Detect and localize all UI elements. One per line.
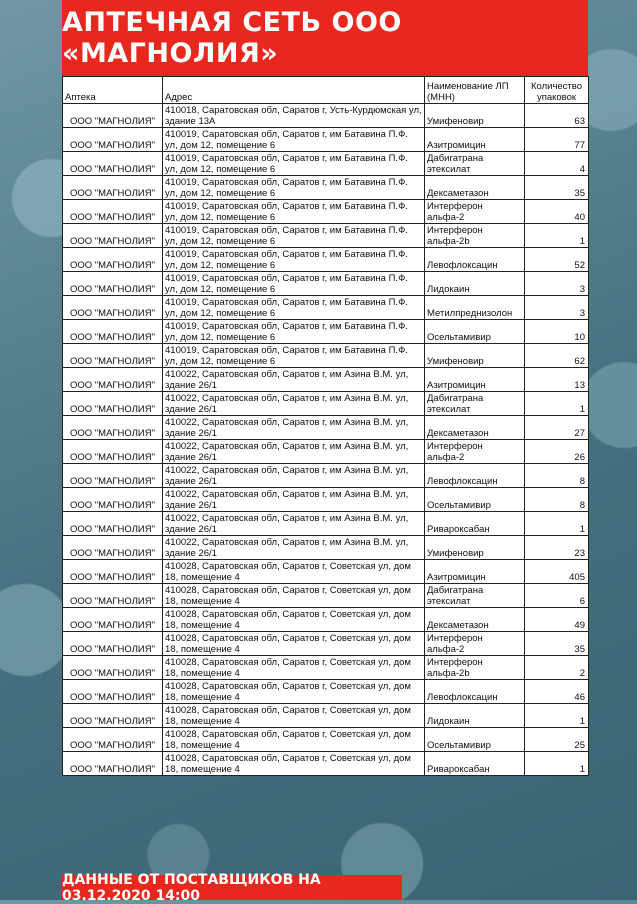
cell-pharmacy: ООО "МАГНОЛИЯ" bbox=[63, 272, 163, 296]
table-row bbox=[63, 320, 589, 344]
cell-pharmacy: ООО "МАГНОЛИЯ" bbox=[63, 344, 163, 368]
cell-address: 410022, Саратовская обл, Саратов г, им Азина В.М. ул, здание 26/1 bbox=[163, 392, 425, 416]
table-row bbox=[63, 584, 589, 608]
cell-pharmacy: ООО "МАГНОЛИЯ" bbox=[63, 632, 163, 656]
table-row bbox=[63, 752, 589, 776]
table-header-row bbox=[63, 77, 589, 104]
table-row bbox=[63, 608, 589, 632]
cell-quantity: 3 bbox=[525, 296, 589, 320]
cell-quantity: 8 bbox=[525, 464, 589, 488]
cell-address: 410022, Саратовская обл, Саратов г, им Азина В.М. ул, здание 26/1 bbox=[163, 512, 425, 536]
table-row bbox=[63, 680, 589, 704]
table-row bbox=[63, 488, 589, 512]
stock-table bbox=[62, 76, 588, 776]
table-row bbox=[63, 272, 589, 296]
cell-quantity: 25 bbox=[525, 728, 589, 752]
table-row bbox=[63, 128, 589, 152]
cell-pharmacy: ООО "МАГНОЛИЯ" bbox=[63, 392, 163, 416]
cell-pharmacy: ООО "МАГНОЛИЯ" bbox=[63, 200, 163, 224]
cell-address: 410022, Саратовская обл, Саратов г, им Азина В.М. ул, здание 26/1 bbox=[163, 416, 425, 440]
cell-quantity: 35 bbox=[525, 632, 589, 656]
cell-pharmacy: ООО "МАГНОЛИЯ" bbox=[63, 320, 163, 344]
table-row bbox=[63, 656, 589, 680]
cell-drug: Левофлоксацин bbox=[425, 248, 525, 272]
cell-quantity: 1 bbox=[525, 392, 589, 416]
header-quantity: Количество упаковок bbox=[525, 77, 589, 104]
cell-drug: Дексаметазон bbox=[425, 416, 525, 440]
cell-drug: Азитромицин bbox=[425, 368, 525, 392]
cell-pharmacy: ООО "МАГНОЛИЯ" bbox=[63, 584, 163, 608]
table-body bbox=[63, 104, 589, 776]
cell-address: 410028, Саратовская обл, Саратов г, Советская ул, дом 18, помещение 4 bbox=[163, 752, 425, 776]
table-row bbox=[63, 416, 589, 440]
cell-drug: Умифеновир bbox=[425, 344, 525, 368]
cell-drug: Лидокаин bbox=[425, 272, 525, 296]
cell-address: 410019, Саратовская обл, Саратов г, им Батавина П.Ф. ул, дом 12, помещение 6 bbox=[163, 248, 425, 272]
cell-pharmacy: ООО "МАГНОЛИЯ" bbox=[63, 104, 163, 128]
cell-quantity: 1 bbox=[525, 512, 589, 536]
cell-quantity: 49 bbox=[525, 608, 589, 632]
table-row bbox=[63, 152, 589, 176]
table-row bbox=[63, 728, 589, 752]
table-row bbox=[63, 176, 589, 200]
cell-drug: Дабигатрана этексилат bbox=[425, 584, 525, 608]
cell-pharmacy: ООО "МАГНОЛИЯ" bbox=[63, 608, 163, 632]
cell-drug: Осельтамивир bbox=[425, 728, 525, 752]
cell-address: 410019, Саратовская обл, Саратов г, им Батавина П.Ф. ул, дом 12, помещение 6 bbox=[163, 152, 425, 176]
stock-table-grid bbox=[62, 76, 589, 776]
cell-drug: Дексаметазон bbox=[425, 176, 525, 200]
cell-drug: Интерферон альфа-2 bbox=[425, 632, 525, 656]
cell-quantity: 62 bbox=[525, 344, 589, 368]
cell-pharmacy: ООО "МАГНОЛИЯ" bbox=[63, 512, 163, 536]
cell-pharmacy: ООО "МАГНОЛИЯ" bbox=[63, 368, 163, 392]
table-row bbox=[63, 632, 589, 656]
cell-address: 410019, Саратовская обл, Саратов г, им Батавина П.Ф. ул, дом 12, помещение 6 bbox=[163, 272, 425, 296]
cell-drug: Осельтамивир bbox=[425, 320, 525, 344]
cell-drug: Умифеновир bbox=[425, 104, 525, 128]
cell-address: 410022, Саратовская обл, Саратов г, им Азина В.М. ул, здание 26/1 bbox=[163, 488, 425, 512]
cell-quantity: 13 bbox=[525, 368, 589, 392]
cell-drug: Метилпреднизолон bbox=[425, 296, 525, 320]
table-row bbox=[63, 440, 589, 464]
cell-address: 410028, Саратовская обл, Саратов г, Советская ул, дом 18, помещение 4 bbox=[163, 656, 425, 680]
table-row bbox=[63, 248, 589, 272]
cell-quantity: 63 bbox=[525, 104, 589, 128]
cell-drug: Интерферон альфа-2b bbox=[425, 224, 525, 248]
cell-pharmacy: ООО "МАГНОЛИЯ" bbox=[63, 752, 163, 776]
header-drug: Наименование ЛП (МНН) bbox=[425, 77, 525, 104]
table-row bbox=[63, 344, 589, 368]
table-row bbox=[63, 512, 589, 536]
cell-quantity: 52 bbox=[525, 248, 589, 272]
cell-drug: Интерферон альфа-2b bbox=[425, 656, 525, 680]
cell-quantity: 405 bbox=[525, 560, 589, 584]
cell-pharmacy: ООО "МАГНОЛИЯ" bbox=[63, 224, 163, 248]
cell-address: 410019, Саратовская обл, Саратов г, им Батавина П.Ф. ул, дом 12, помещение 6 bbox=[163, 200, 425, 224]
table-row bbox=[63, 296, 589, 320]
cell-drug: Левофлоксацин bbox=[425, 464, 525, 488]
cell-drug: Ривароксабан bbox=[425, 512, 525, 536]
cell-quantity: 35 bbox=[525, 176, 589, 200]
table-row bbox=[63, 464, 589, 488]
cell-quantity: 4 bbox=[525, 152, 589, 176]
cell-quantity: 8 bbox=[525, 488, 589, 512]
cell-pharmacy: ООО "МАГНОЛИЯ" bbox=[63, 296, 163, 320]
cell-address: 410028, Саратовская обл, Саратов г, Советская ул, дом 18, помещение 4 bbox=[163, 704, 425, 728]
cell-address: 410022, Саратовская обл, Саратов г, им Азина В.М. ул, здание 26/1 bbox=[163, 464, 425, 488]
cell-pharmacy: ООО "МАГНОЛИЯ" bbox=[63, 656, 163, 680]
table-row bbox=[63, 560, 589, 584]
cell-quantity: 23 bbox=[525, 536, 589, 560]
cell-drug: Умифеновир bbox=[425, 536, 525, 560]
cell-drug: Дабигатрана этексилат bbox=[425, 152, 525, 176]
cell-pharmacy: ООО "МАГНОЛИЯ" bbox=[63, 248, 163, 272]
cell-address: 410018, Саратовская обл, Саратов г, Усть-Курдюмская ул, здание 13А bbox=[163, 104, 425, 128]
cell-pharmacy: ООО "МАГНОЛИЯ" bbox=[63, 488, 163, 512]
cell-address: 410019, Саратовская обл, Саратов г, им Батавина П.Ф. ул, дом 12, помещение 6 bbox=[163, 344, 425, 368]
cell-quantity: 10 bbox=[525, 320, 589, 344]
cell-address: 410028, Саратовская обл, Саратов г, Советская ул, дом 18, помещение 4 bbox=[163, 584, 425, 608]
cell-pharmacy: ООО "МАГНОЛИЯ" bbox=[63, 464, 163, 488]
cell-address: 410028, Саратовская обл, Саратов г, Советская ул, дом 18, помещение 4 bbox=[163, 560, 425, 584]
cell-quantity: 2 bbox=[525, 656, 589, 680]
cell-address: 410019, Саратовская обл, Саратов г, им Батавина П.Ф. ул, дом 12, помещение 6 bbox=[163, 128, 425, 152]
cell-quantity: 26 bbox=[525, 440, 589, 464]
cell-pharmacy: ООО "МАГНОЛИЯ" bbox=[63, 560, 163, 584]
cell-drug: Дабигатрана этексилат bbox=[425, 392, 525, 416]
cell-quantity: 77 bbox=[525, 128, 589, 152]
cell-quantity: 1 bbox=[525, 704, 589, 728]
header-pharmacy: Аптека bbox=[63, 77, 163, 104]
table-row bbox=[63, 224, 589, 248]
cell-pharmacy: ООО "МАГНОЛИЯ" bbox=[63, 680, 163, 704]
cell-pharmacy: ООО "МАГНОЛИЯ" bbox=[63, 440, 163, 464]
cell-quantity: 27 bbox=[525, 416, 589, 440]
cell-address: 410019, Саратовская обл, Саратов г, им Батавина П.Ф. ул, дом 12, помещение 6 bbox=[163, 176, 425, 200]
cell-pharmacy: ООО "МАГНОЛИЯ" bbox=[63, 176, 163, 200]
cell-address: 410028, Саратовская обл, Саратов г, Советская ул, дом 18, помещение 4 bbox=[163, 632, 425, 656]
header-address: Адрес bbox=[163, 77, 425, 104]
cell-quantity: 1 bbox=[525, 752, 589, 776]
cell-address: 410019, Саратовская обл, Саратов г, им Батавина П.Ф. ул, дом 12, помещение 6 bbox=[163, 320, 425, 344]
cell-pharmacy: ООО "МАГНОЛИЯ" bbox=[63, 152, 163, 176]
table-row bbox=[63, 392, 589, 416]
cell-quantity: 6 bbox=[525, 584, 589, 608]
cell-drug: Ривароксабан bbox=[425, 752, 525, 776]
cell-pharmacy: ООО "МАГНОЛИЯ" bbox=[63, 536, 163, 560]
cell-pharmacy: ООО "МАГНОЛИЯ" bbox=[63, 728, 163, 752]
cell-pharmacy: ООО "МАГНОЛИЯ" bbox=[63, 704, 163, 728]
table-row bbox=[63, 200, 589, 224]
cell-drug: Интерферон альфа-2 bbox=[425, 440, 525, 464]
table-row bbox=[63, 104, 589, 128]
cell-address: 410019, Саратовская обл, Саратов г, им Батавина П.Ф. ул, дом 12, помещение 6 bbox=[163, 224, 425, 248]
cell-quantity: 40 bbox=[525, 200, 589, 224]
cell-pharmacy: ООО "МАГНОЛИЯ" bbox=[63, 416, 163, 440]
cell-address: 410019, Саратовская обл, Саратов г, им Батавина П.Ф. ул, дом 12, помещение 6 bbox=[163, 296, 425, 320]
cell-address: 410028, Саратовская обл, Саратов г, Советская ул, дом 18, помещение 4 bbox=[163, 728, 425, 752]
cell-address: 410022, Саратовская обл, Саратов г, им Азина В.М. ул, здание 26/1 bbox=[163, 368, 425, 392]
cell-address: 410022, Саратовская обл, Саратов г, им Азина В.М. ул, здание 26/1 bbox=[163, 536, 425, 560]
page-title: АПТЕЧНАЯ СЕТЬ ООО «МАГНОЛИЯ» bbox=[62, 0, 588, 76]
table-row bbox=[63, 368, 589, 392]
cell-drug: Лидокаин bbox=[425, 704, 525, 728]
cell-drug: Дексаметазон bbox=[425, 608, 525, 632]
cell-address: 410028, Саратовская обл, Саратов г, Советская ул, дом 18, помещение 4 bbox=[163, 680, 425, 704]
cell-quantity: 3 bbox=[525, 272, 589, 296]
table-row bbox=[63, 704, 589, 728]
data-timestamp-banner: ДАННЫЕ ОТ ПОСТАВЩИКОВ НА 03.12.2020 14:00 bbox=[62, 875, 402, 900]
cell-drug: Азитромицин bbox=[425, 560, 525, 584]
cell-quantity: 1 bbox=[525, 224, 589, 248]
cell-drug: Левофлоксацин bbox=[425, 680, 525, 704]
cell-drug: Осельтамивир bbox=[425, 488, 525, 512]
cell-address: 410022, Саратовская обл, Саратов г, им Азина В.М. ул, здание 26/1 bbox=[163, 440, 425, 464]
cell-drug: Азитромицин bbox=[425, 128, 525, 152]
cell-pharmacy: ООО "МАГНОЛИЯ" bbox=[63, 128, 163, 152]
cell-quantity: 46 bbox=[525, 680, 589, 704]
cell-drug: Интерферон альфа-2 bbox=[425, 200, 525, 224]
cell-address: 410028, Саратовская обл, Саратов г, Советская ул, дом 18, помещение 4 bbox=[163, 608, 425, 632]
table-row bbox=[63, 536, 589, 560]
